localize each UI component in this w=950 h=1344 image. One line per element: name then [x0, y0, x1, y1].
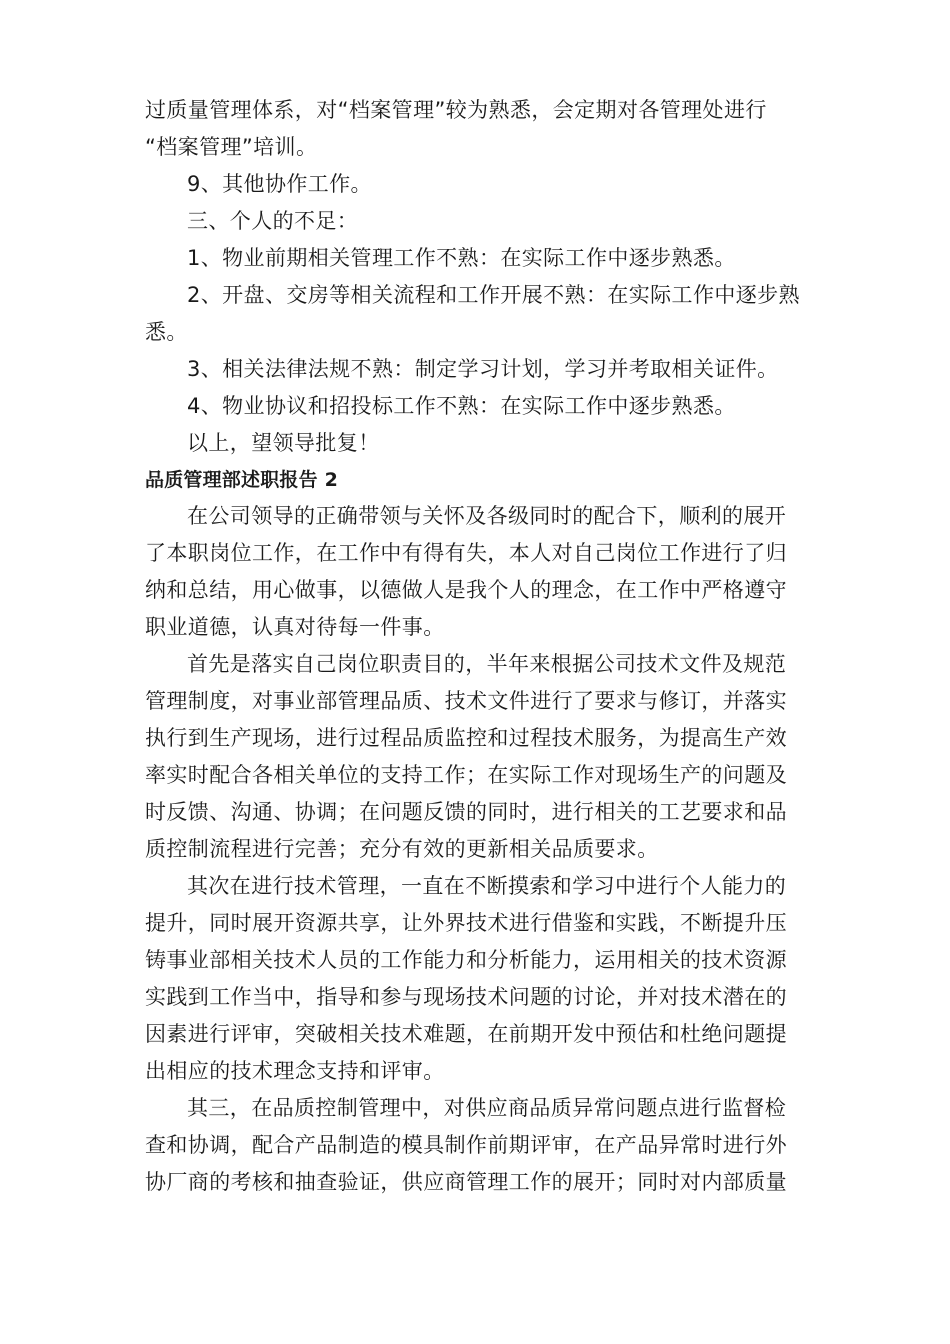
- paragraph-5: [145, 277, 805, 351]
- text-line: 首先是落实自己岗位职责目的，半年来根据公司技术文件及规范: [187, 652, 787, 676]
- text-line: 管理制度，对事业部管理品质、技术文件进行了要求与修订，并落实: [145, 689, 787, 713]
- text-line: 时反馈、沟通、协调；在问题反馈的同时，进行相关的工艺要求和品: [145, 800, 787, 824]
- paragraph-7: [145, 388, 805, 425]
- paragraph-3: [145, 203, 805, 240]
- text-line: 了本职岗位工作，在工作中有得有失，本人对自己岗位工作进行了归: [145, 541, 787, 565]
- text-line: 2、开盘、交房等相关流程和工作开展不熟：在实际工作中逐步熟: [187, 283, 800, 307]
- document-page: [145, 92, 805, 1201]
- text-line: 悉。: [145, 320, 188, 344]
- text-line: 因素进行评审，突破相关技术难题，在前期开发中预估和杜绝问题提: [145, 1022, 787, 1046]
- text-line: 9、其他协作工作。: [187, 172, 372, 196]
- text-line: 其三，在品质控制管理中，对供应商品质异常问题点进行监督检: [187, 1096, 787, 1120]
- text-line: 1、物业前期相关管理工作不熟：在实际工作中逐步熟悉。: [187, 246, 736, 270]
- text-line: 查和协调，配合产品制造的模具制作前期评审，在产品异常时进行外: [145, 1133, 787, 1157]
- text-line: 在公司领导的正确带领与关怀及各级同时的配合下，顺利的展开: [187, 504, 787, 528]
- paragraph-6: [145, 351, 805, 388]
- section-paragraph-4: [145, 1090, 805, 1201]
- paragraph-4: [145, 240, 805, 277]
- text-line: 过质量管理体系，对“档案管理”较为熟悉，会定期对各管理处进行: [145, 98, 767, 122]
- text-line: “档案管理”培训。: [145, 135, 318, 159]
- text-line: 质控制流程进行完善；充分有效的更新相关品质要求。: [145, 837, 659, 861]
- section-paragraph-2: [145, 646, 805, 868]
- text-line: 率实时配合各相关单位的支持工作；在实际工作对现场生产的问题及: [145, 763, 787, 787]
- text-line: 出相应的技术理念支持和评审。: [145, 1059, 445, 1083]
- paragraph-2: [145, 166, 805, 203]
- text-line: 提升，同时展开资源共享，让外界技术进行借鉴和实践，不断提升压: [145, 911, 787, 935]
- section-paragraph-3: [145, 868, 805, 1090]
- paragraph-8: [145, 425, 805, 462]
- text-line: 铸事业部相关技术人员的工作能力和分析能力，运用相关的技术资源: [145, 948, 787, 972]
- section-paragraph-1: [145, 498, 805, 646]
- text-line: 执行到生产现场，进行过程品质监控和过程技术服务，为提高生产效: [145, 726, 787, 750]
- text-line: 以上，望领导批复！: [187, 431, 380, 455]
- text-line: 3、相关法律法规不熟：制定学习计划，学习并考取相关证件。: [187, 357, 779, 381]
- text-line: 职业道德，认真对待每一件事。: [145, 615, 445, 639]
- text-line: 协厂商的考核和抽查验证，供应商管理工作的展开；同时对内部质量: [145, 1170, 787, 1194]
- text-line: 实践到工作当中，指导和参与现场技术问题的讨论，并对技术潜在的: [145, 985, 787, 1009]
- text-line: 三、个人的不足：: [187, 209, 359, 233]
- section-heading: 品质管理部述职报告 2: [145, 469, 339, 491]
- text-line: 4、物业协议和招投标工作不熟：在实际工作中逐步熟悉。: [187, 394, 736, 418]
- paragraph-1: [145, 92, 805, 166]
- text-line: 其次在进行技术管理，一直在不断摸索和学习中进行个人能力的: [187, 874, 787, 898]
- text-line: 纳和总结，用心做事，以德做人是我个人的理念，在工作中严格遵守: [145, 578, 787, 602]
